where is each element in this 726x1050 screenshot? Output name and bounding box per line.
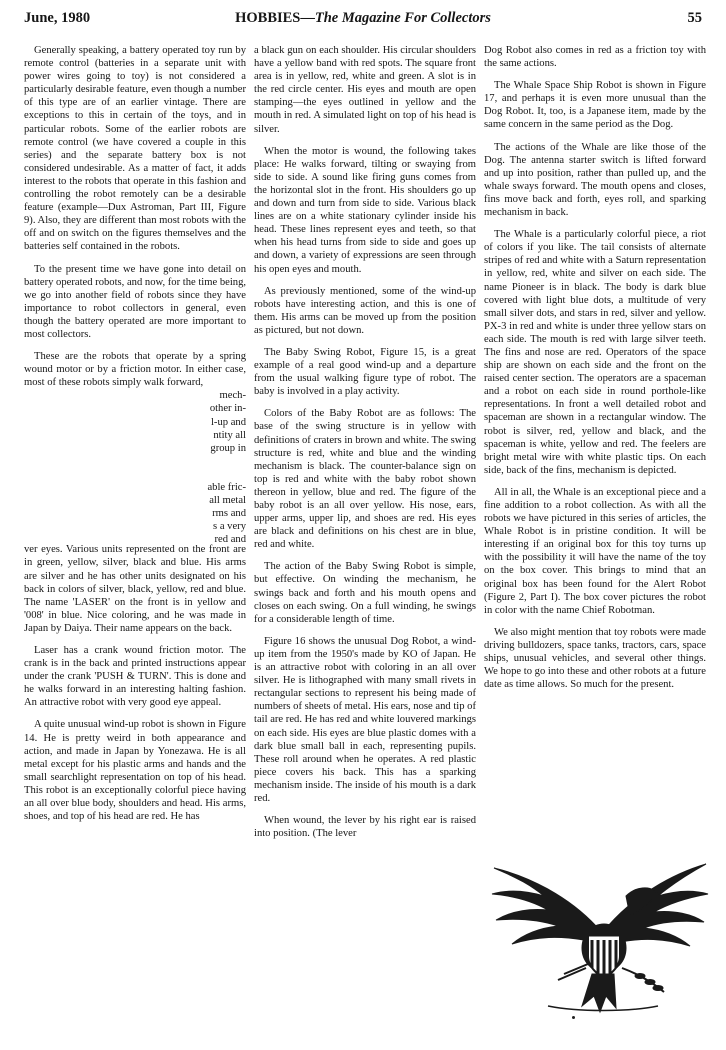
col2-paragraph-4: The Baby Swing Robot, Figure 15, is a great example of a real good wind-up and a departure from the usual walking figure type of robot. The baby is involved in a play activity. — [254, 346, 476, 398]
fragment-line: rms and — [212, 508, 246, 519]
magazine-title-prefix: HOBBIES— — [235, 10, 315, 26]
magazine-title-italic: The Magazine For Collectors — [314, 10, 491, 26]
page-number: 55 — [687, 10, 702, 26]
column-1 — [24, 44, 246, 832]
col3-paragraph-2: The Whale Space Ship Robot is shown in Figure 17, and perhaps it is even more unusual than the Dog Robot. It, too, is a Japanese item, made by the same concern in the same period as the Dog. — [484, 80, 706, 131]
col1-paragraph-2: To the present time we have gone into detail on battery operated robots, and now, for the time being, we go into another field of robots since they have importance to robot collectors in general, even though the battery operated are more important to most collectors. — [24, 263, 247, 340]
fragment-line: all metal — [209, 494, 246, 506]
fragment-line: ntity all — [213, 429, 246, 441]
col2-paragraph-3: As previously mentioned, some of the wind-up robots have interesting action, and this is one of them. His arms can be moved up from the position as pictured, but not down. — [254, 285, 476, 336]
col3-paragraph-5: All in all, the Whale is an exceptional piece and a fine addition to a robot collection. As with all the robots we have pictured in this series of articles, the Whale Robot is in pristine condition. It will be interesting if an original box for this toy turns up with the possibility it will have the name of the toy on the box cover. This brings to mind that an original box has been found for the Alert Robot (Figure 2, Part I). The box cover pictures the robot in color with the name Chief Robotman. — [484, 486, 706, 616]
issue-date: June, 1980 — [24, 10, 91, 26]
fragment-line: able fric- — [207, 481, 246, 493]
col1-paragraph-5: Laser has a crank wound friction motor. The crank is in the back and printed instructions appear under the crank 'PUSH & TURN'. This is done and he walks forward in an interesting halting fashion. An attractive robot with very good eye appeal. — [24, 645, 246, 709]
fragment-line: red and — [214, 534, 246, 546]
col2-paragraph-1: a black gun on each shoulder. His circular shoulders have a yellow band with red spots. The square front area is in yellow, red, white and green. A slot is in the red circle center. His eyes and mouth are open stamping—the eyes outlined in yellow and the mouth in red. A simulated light on top of his head is silver. — [254, 45, 476, 135]
stray-mark — [572, 1016, 575, 1019]
col3-paragraph-1: Dog Robot also comes in red as a friction toy with the same actions. — [484, 45, 706, 70]
column-3 — [484, 44, 706, 700]
col2-paragraph-5: Colors of the Baby Robot are as follows: The base of the swing structure is in yellow with definitions of craters in brown and white. The swing structure is red, white and blue and the winding mechanism is black. The counter-balance sign on top is red and white with the baby robot shown thereon in yellow, blue and red. The figure of the baby robot is an all over yellow. His nose, ears, upper arms, upper lip, and shoes are red. His eyes are black and definitions on his chest are in blue, red and white. — [254, 408, 476, 551]
col2-paragraph-7: Figure 16 shows the unusual Dog Robot, a wind-up item from the 1950's made by KO of Japan. He is an attractive robot with coloring in an all over silver. He is lithographed with many small rivets in rectangular sections to represent his being made of numbers of sheets of metal. His ears, nose and tip of tail are red. He has red and white louvered markings on each side. His eyes are blue plastic domes with a dark blue small ball in each, representing pupils. These roll around when he operates. A red plastic piece covers his back. This has a sparking mechanism inside. The inside of his mouth is a dark red. — [254, 635, 476, 804]
fragment-gap — [186, 455, 246, 481]
fragment-line: l-up and — [210, 416, 246, 428]
eagle-shield-icon — [488, 856, 710, 1022]
fragment-line: mech- — [219, 390, 246, 402]
fragment-line: group in — [210, 442, 246, 454]
col3-paragraph-3: The actions of the Whale are like those of the Dog. The antenna starter switch is lifted forward and up into position, rather than pulled up, and the whale sways forward. The mouth opens and closes, fins move back and forth, eyes roll, and sparking mechanism in back. — [484, 141, 706, 219]
col1-paragraph-3: These are the robots that operate by a spring wound motor or by a friction motor. In either case, most of these robots simply walk forward, — [24, 351, 246, 389]
cutout-fragments — [186, 389, 246, 546]
page-header — [24, 10, 702, 30]
cutout-blank — [24, 389, 194, 539]
column-2 — [254, 44, 476, 849]
col2-paragraph-6: The action of the Baby Swing Robot is simple, but effective. On winding the mechanism, he swings back and forth and his mouth opens and closes on each swing. On a full winding, he swings for a considerable length of time. — [254, 561, 476, 625]
col2-paragraph-8: When wound, the lever by his right ear is raised into position. (The lever — [254, 815, 476, 840]
cutout-region — [24, 389, 246, 546]
col3-paragraph-6: We also might mention that toy robots were made driving bulldozers, space tanks, tractors, cars, space ships, unusual vehicles, and several other things. We hope to go into these and other robots at a future date as time allows. So much for the present. — [484, 626, 706, 691]
col1-paragraph-6: A quite unusual wind-up robot is shown in Figure 14. He is pretty weird in both appearance and action, and made in Japan by Yonezawa. He is all metal except for his plastic arms and hands and the small searchlight representation on top of his head. This robot is an exceptionally colorful piece having an all over blue body, shoulders and head. His arms, shoes, and top of his head are red. He has — [24, 719, 246, 823]
fragment-line: s a very — [213, 521, 246, 533]
magazine-title — [24, 10, 702, 27]
col3-paragraph-4: The Whale is a particularly colorful piece, a riot of colors if you like. The tail consists of alternate stripes of red and white with a Saturn representation in yellow, red, white and silver on each side. The name Pioneer is in black. The body is dark blue covered with light blue dots, a multitude of very small silver dots, and stars in red, silver and yellow. PX-3 in red and white is under three yellow stars on each side. The mouth is red with large silver teeth. The fins and nose are red. Operators of the space ship are shown on each side and the front on the raised center section. The operators are a spaceman and a robot on each side in round porthole-like representations. In front a well detailed robot and spaceman are shown in a rectangular window. The robot is silver, red, yellow and black, and the spaceman is white, yellow and red. The feelers are bright metal wire with white plastic tips. On each side, back of the fins, mechanism is depicted. — [484, 229, 706, 476]
col1-paragraph-1: Generally speaking, a battery operated toy run by remote control (batteries in a separate unit with power wires going to toy) is not considered a particularly desirable feature, even though a number of this type are of an earlier vintage. There are exceptions to this in certain of the toys, and in particular robots. Some of the earlier robots are remote control (we have covered a couple in this series) and the separate battery box is not considered undesirable. As a matter of fact, it adds interest to the robots that operate in this fashion and controlling the robot remotely can be a desirable feature (example—Dux Astroman, Part III, Figure 9). Also, they are different than most robots with the off and on switch on the figures themselves and the batteries self contained in the robots. — [24, 45, 246, 253]
col2-paragraph-2: When the motor is wound, the following takes place: He walks forward, tilting or swaying from side to side. A sound like firing guns comes from the horizontal slot in the front. His shoulders go up and down and turn from side to side. Various black lines are on a white stationary cylinder inside his head. These lines represent eyes and teeth, so that when his head turns from side to side and goes up and down, a variety of expressions are seen through his open eyes and mouth. — [254, 145, 476, 275]
col1-paragraph-4: ver eyes. Various units represented on the front are in green, yellow, silver, black and blue. His arms are silver and he has other units designated on his back in colors of silver, black, yellow, red and blue. The name 'LASER' on the front is in yellow and '008' in blue. Nice coloring, and he was made in Japan by Daiya. Their name appears on the back. — [24, 544, 246, 634]
eagle-emblem-svg — [488, 856, 710, 1022]
fragment-line: other in- — [209, 403, 246, 415]
